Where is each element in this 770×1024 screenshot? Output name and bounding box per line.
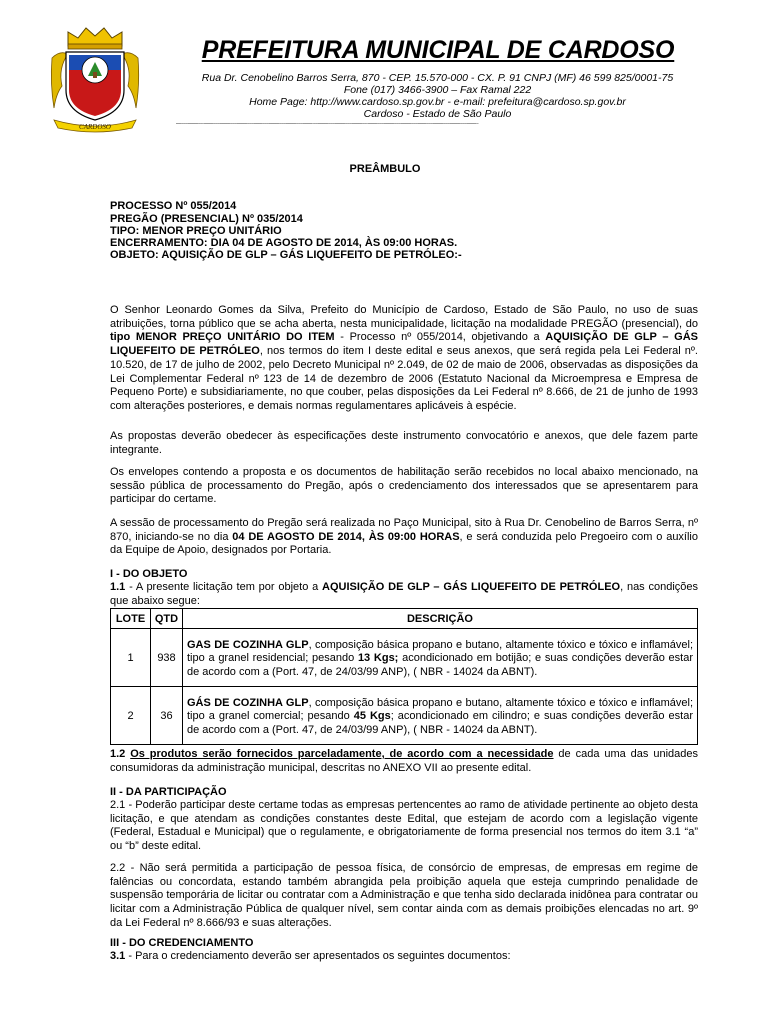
column-header-lote: LOTE — [111, 609, 151, 629]
municipal-crest-logo — [48, 24, 142, 134]
section-heading-participacao: II - DA PARTICIPAÇÃO — [110, 786, 227, 798]
objeto-paragraph: 1.1 - A presente licitação tem por objeto a AQUISIÇÃO DE GLP – GÁS LIQUEFEITO DE PETRÓLEO, nas condições que abaixo segue: — [110, 581, 699, 607]
header-state: Cardoso - Estado de São Paulo — [363, 108, 512, 120]
header-separator: """""""""""""""""""""""""""""""""""""""""""""""""""""""""""""""""""""""""""""""""""""""""""""""""""""""""""""""""""""""""""""""""""""""""""""" — [176, 123, 479, 129]
pregao-line: PREGÃO (PRESENCIAL) Nº 035/2014 — [110, 213, 303, 225]
lots-table — [110, 608, 698, 745]
envelopes-paragraph: Os envelopes contendo a proposta e os documentos de habilitação serão recebidos no local abaixo mencionado, na sessão pública de processamento do Pregão, após o credenciamento dos interessados que se apresentarem para participar do certame. — [110, 466, 698, 506]
header-web: Home Page: http://www.cardoso.sp.gov.br - e-mail: prefeitura@cardoso.sp.gov.br — [249, 96, 626, 108]
lote-cell: 1 — [111, 629, 151, 687]
propostas-paragraph: As propostas deverão obedecer às especificações deste instrumento convocatório e anexos, que dele fazem parte integrante. — [110, 430, 698, 456]
section-heading-preambulo: PREÂMBULO — [349, 163, 421, 175]
tipo-line: TIPO: MENOR PREÇO UNITÁRIO — [110, 225, 282, 237]
processo-line: PROCESSO Nº 055/2014 — [110, 200, 237, 212]
clausula-2-2-paragraph: 2.2 - Não será permitida a participação de pessoa física, de consórcio de empresas, de empresas em regime de falências ou concordata, estando também abrangida pela proibição aquela que esteja cumprindo penalidade de suspensão temporária de licitar ou contratar com a Administração e que tenha sido declarada inidônea para contratar ou licitar com a Administração Pública de qualquer nível, sem contar ainda com as demais proibições elencadas no art. 9º da Lei Federal nº 8.666/93 e suas alterações. — [110, 862, 698, 929]
svg-text:CARDOSO: CARDOSO — [79, 123, 111, 131]
objeto-line: OBJETO: AQUISIÇÃO DE GLP – GÁS LIQUEFEITO DE PETRÓLEO:- — [110, 249, 462, 261]
sessao-paragraph: A sessão de processamento do Pregão será realizada no Paço Municipal, sito à Rua Dr. Cenobelino de Barros Serra, nº 870, iniciando-se no dia 04 DE AGOSTO DE 2014, ÀS 09:00 HORAS, e será conduzida pelo Pregoeiro com o auxílio da Equipe de Apoio, designados por Portaria. — [110, 517, 698, 557]
table-row — [111, 687, 698, 745]
header-phone: Fone (017) 3466-3900 – Fax Ramal 222 — [343, 84, 532, 96]
page-title: PREFEITURA MUNICIPAL DE CARDOSO — [201, 36, 675, 64]
intro-paragraph: O Senhor Leonardo Gomes da Silva, Prefeito do Município de Cardoso, Estado de São Paulo, no uso de suas atribuições, torna público que se acha aberta, nesta municipalidade, licitação na modalidade PREGÃO (presencial), do tipo MENOR PREÇO UNITÁRIO DO ITEM - Processo nº 055/2014, objetivando a AQUISIÇÃO DE GLP – GÁS LIQUEFEITO DE PETRÓLEO, nos termos do item I deste edital e seus anexos, que será regida pela Lei Federal nº. 10.520, de 17 de julho de 2002, pelo Decreto Municipal nº 2.049, de 02 de maio de 2006, observadas as disposições da Lei Complementar Federal nº 123 de 14 de dezembro de 2006 (Estatuto Nacional da Microempresa e Empresa de Pequeno Porte) e subsidiariamente, no que couber, pelas disposições da Lei Federal nº 8.666, de 21 de junho de 1993 com alterações posteriores, e demais normas regulamentares aplicáveis à espécie. — [110, 304, 698, 412]
section-heading-objeto: I - DO OBJETO — [110, 568, 188, 580]
encerramento-line: ENCERRAMENTO: DIA 04 DE AGOSTO DE 2014, ÀS 09:00 HORAS. — [110, 237, 458, 249]
header-address: Rua Dr. Cenobelino Barros Serra, 870 - CEP. 15.570-000 - CX. P. 91 CNPJ (MF) 46 599 825/0001-75 — [201, 72, 674, 84]
column-header-descricao: DESCRIÇÃO — [183, 609, 698, 629]
column-header-qtd: QTD — [151, 609, 183, 629]
table-header-row — [111, 609, 698, 629]
lote-cell: 2 — [111, 687, 151, 745]
descricao-cell: GAS DE COZINHA GLP, composição básica propano e butano, altamente tóxico e tóxico e inflamável; tipo a granel residencial; pesando 13 Kgs; acondicionado em botijão; e suas condições deverão estar de acordo com a (Port. 47, de 24/03/99 ANP), ( NBR - 14024 da ABNT). — [183, 629, 698, 687]
section-heading-credenciamento: III - DO CREDENCIAMENTO — [110, 937, 254, 949]
clausula-1-2-paragraph: 1.2 Os produtos serão fornecidos parceladamente, de acordo com a necessidade de cada uma das unidades consumidoras da administração municipal, descritas no ANEXO VII ao presente edital. — [110, 748, 698, 774]
qtd-cell: 938 — [151, 629, 183, 687]
clausula-2-1-paragraph: 2.1 - Poderão participar deste certame todas as empresas pertencentes ao ramo de atividade pertinente ao objeto desta licitação, e que atendam as condições constantes deste Edital, que estejam de acordo com a legislação vigente (Federal, Estadual e Municipal) que o regulamente, e obrigatoriamente de forma presencial nos termos do item 3.1 “a” ou “b” deste edital. — [110, 799, 698, 853]
clausula-3-1-paragraph: 3.1 - Para o credenciamento deverão ser apresentados os seguintes documentos: — [110, 950, 511, 962]
table-row — [111, 629, 698, 687]
qtd-cell: 36 — [151, 687, 183, 745]
descricao-cell: GÁS DE COZINHA GLP, composição básica propano e butano, altamente tóxico e tóxico e inflamável; tipo a granel comercial; pesando 45 Kgs; acondicionado em cilindro; e suas condições deverão estar de acordo com a (Port. 47, de 24/03/99 ANP), ( NBR - 14024 da ABNT). — [183, 687, 698, 745]
